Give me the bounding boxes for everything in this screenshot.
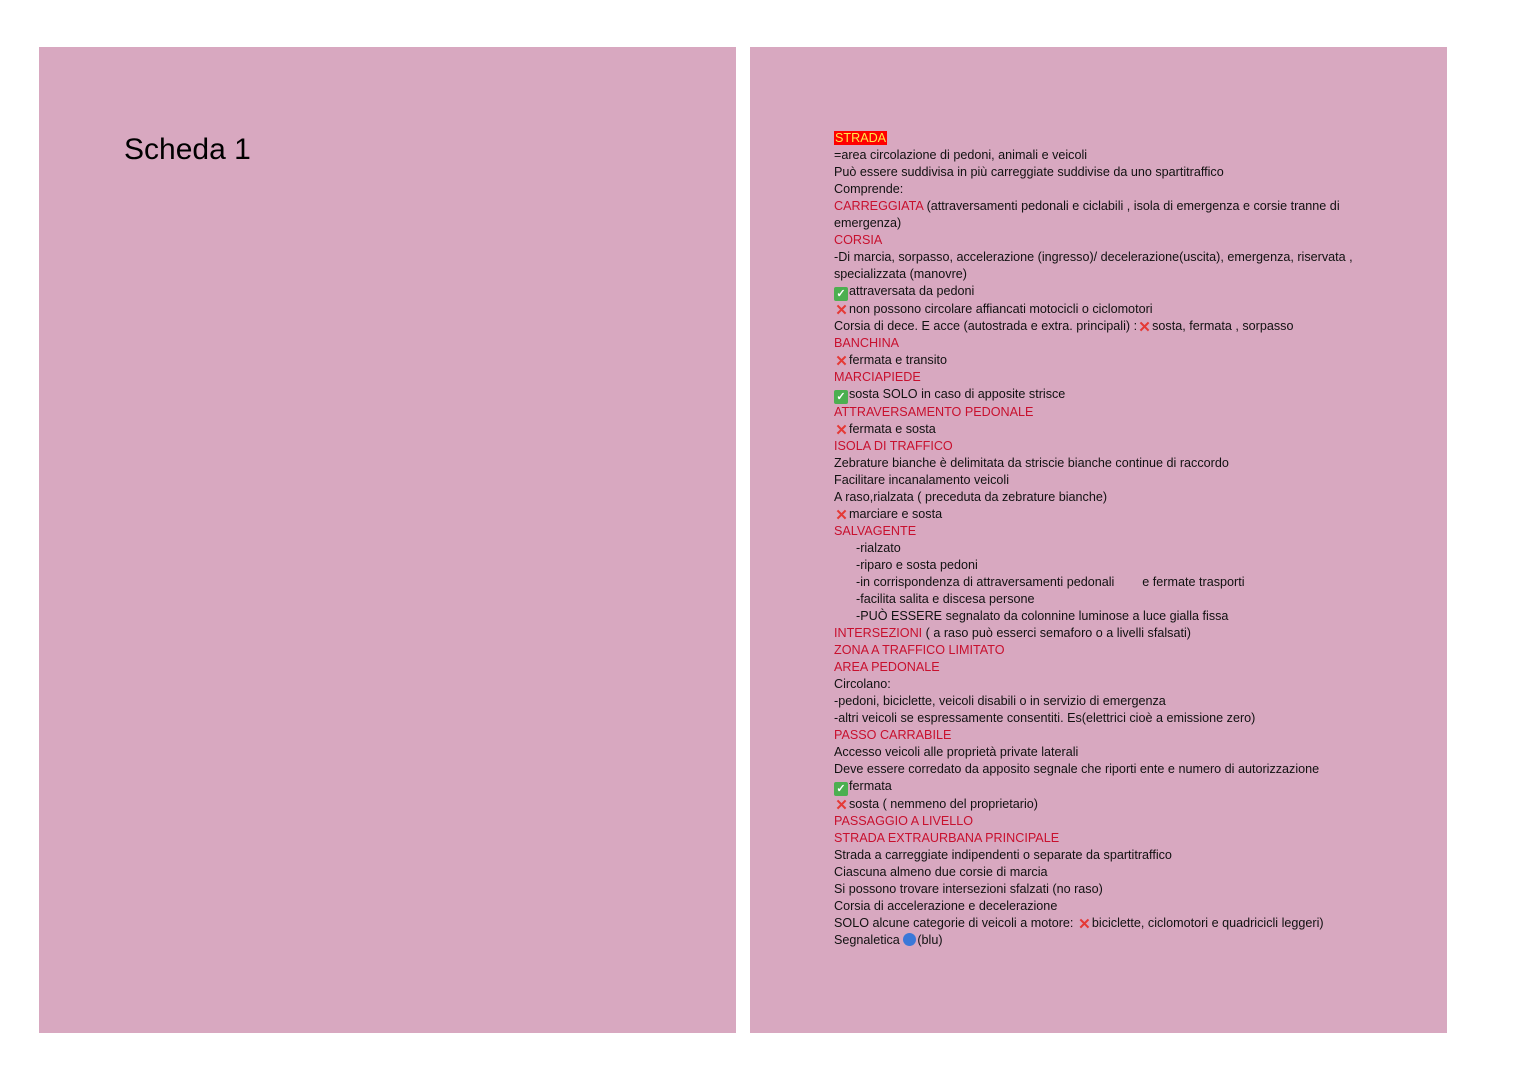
note-line: A raso,rialzata ( preceduta da zebrature bianche) — [834, 490, 1108, 504]
note-line — [834, 421, 1374, 438]
note-text: (attraversamenti pedonali e ciclabili , isola di emergenza e corsie tranne di emergenza) — [834, 199, 1340, 230]
cross-mark-icon: ✕ — [835, 507, 848, 524]
note-text: non possono circolare affiancati motocicli o ciclomotori — [849, 302, 1153, 316]
note-line: -riparo e sosta pedoni — [856, 558, 978, 572]
note-line: Strada a carreggiate indipendenti o separate da spartitraffico — [834, 848, 1172, 862]
note-line: Comprende: — [834, 182, 904, 196]
right-page — [750, 47, 1447, 1033]
note-text: SOLO alcune categorie di veicoli a motore: — [834, 916, 1077, 930]
check-mark-icon: ✓ — [834, 287, 848, 301]
note-line — [834, 932, 1374, 949]
note-line — [834, 915, 1374, 932]
note-text: fermata e transito — [849, 353, 947, 367]
note-line — [834, 130, 1374, 147]
note-text: ( a raso può esserci semaforo o a livelli sfalsati) — [922, 626, 1191, 640]
note-text: attraversata da pedoni — [849, 284, 975, 298]
note-text: sosta ( nemmeno del proprietario) — [849, 797, 1038, 811]
blue-circle-icon — [903, 933, 916, 946]
section-heading: PASSO CARRABILE — [834, 728, 952, 742]
note-text: (blu) — [917, 933, 943, 947]
note-text: Corsia di dece. E acce (autostrada e extra. principali) : — [834, 319, 1138, 333]
note-line: Deve essere corredato da apposito segnale che riporti ente e numero di autorizzazione — [834, 762, 1320, 776]
section-heading: ISOLA DI TRAFFICO — [834, 439, 953, 453]
note-text: sosta, fermata , sorpasso — [1152, 319, 1294, 333]
note-line: -PUÒ ESSERE segnalato da colonnine luminose a luce gialla fissa — [856, 609, 1229, 623]
note-line: -rialzato — [856, 541, 901, 555]
page-title: Scheda 1 — [124, 133, 251, 166]
note-text: sosta SOLO in caso di apposite strisce — [849, 387, 1066, 401]
section-heading: SALVAGENTE — [834, 524, 917, 538]
note-line: -Di marcia, sorpasso, accelerazione (ingresso)/ decelerazione(uscita), emergenza, riservata , specializzata (manovre) — [834, 250, 1353, 281]
note-line — [834, 318, 1374, 335]
section-heading: INTERSEZIONI — [834, 626, 923, 640]
note-line — [834, 352, 1374, 369]
note-line: -facilita salita e discesa persone — [856, 592, 1035, 606]
cross-mark-icon: ✕ — [1138, 319, 1151, 336]
section-heading: ZONA A TRAFFICO LIMITATO — [834, 643, 1005, 657]
note-line: Accesso veicoli alle proprietà private laterali — [834, 745, 1079, 759]
notes-body — [834, 130, 1374, 949]
note-line: =area circolazione di pedoni, animali e veicoli — [834, 148, 1088, 162]
note-line: Corsia di accelerazione e decelerazione — [834, 899, 1058, 913]
check-mark-icon: ✓ — [834, 390, 848, 404]
section-heading: BANCHINA — [834, 336, 900, 350]
note-line — [834, 506, 1374, 523]
cross-mark-icon: ✕ — [835, 422, 848, 439]
section-heading: PASSAGGIO A LIVELLO — [834, 814, 974, 828]
note-text: biciclette, ciclomotori e quadricicli leggeri) — [1091, 916, 1324, 930]
note-line: -altri veicoli se espressamente consentiti. Es(elettrici cioè a emissione zero) — [834, 711, 1256, 725]
note-line: Ciascuna almeno due corsie di marcia — [834, 865, 1048, 879]
note-line — [834, 283, 1374, 301]
section-heading: MARCIAPIEDE — [834, 370, 921, 384]
note-text: Segnaletica — [834, 933, 904, 947]
note-line: -pedoni, biciclette, veicoli disabili o in servizio di emergenza — [834, 694, 1166, 708]
note-line: Zebrature bianche è delimitata da striscie bianche continue di raccordo — [834, 456, 1229, 470]
section-heading: CARREGGIATA — [834, 199, 924, 213]
note-line — [834, 301, 1374, 318]
note-line — [834, 198, 1374, 232]
note-line — [834, 778, 1374, 796]
note-line — [834, 625, 1374, 642]
note-text: marciare e sosta — [849, 507, 943, 521]
note-text: fermata — [849, 779, 892, 793]
note-text: fermata e sosta — [849, 422, 936, 436]
section-heading: AREA PEDONALE — [834, 660, 940, 674]
note-line: -in corrispondenza di attraversamenti pedonali e fermate trasporti — [856, 575, 1245, 589]
note-line: Si possono trovare intersezioni sfalzati (no raso) — [834, 882, 1103, 896]
note-line: Facilitare incanalamento veicoli — [834, 473, 1009, 487]
section-heading: ATTRAVERSAMENTO PEDONALE — [834, 405, 1034, 419]
strada-heading: STRADA — [835, 131, 887, 145]
cross-mark-icon: ✕ — [1078, 916, 1091, 933]
note-line: Può essere suddivisa in più carreggiate suddivise da uno spartitraffico — [834, 165, 1224, 179]
note-line — [834, 386, 1374, 404]
cross-mark-icon: ✕ — [835, 797, 848, 814]
note-line: Circolano: — [834, 677, 891, 691]
section-heading: CORSIA — [834, 233, 883, 247]
note-line — [834, 796, 1374, 813]
cross-mark-icon: ✕ — [835, 353, 848, 370]
cross-mark-icon: ✕ — [835, 302, 848, 319]
check-mark-icon: ✓ — [834, 782, 848, 796]
left-page — [39, 47, 736, 1033]
section-heading: STRADA EXTRAURBANA PRINCIPALE — [834, 831, 1060, 845]
